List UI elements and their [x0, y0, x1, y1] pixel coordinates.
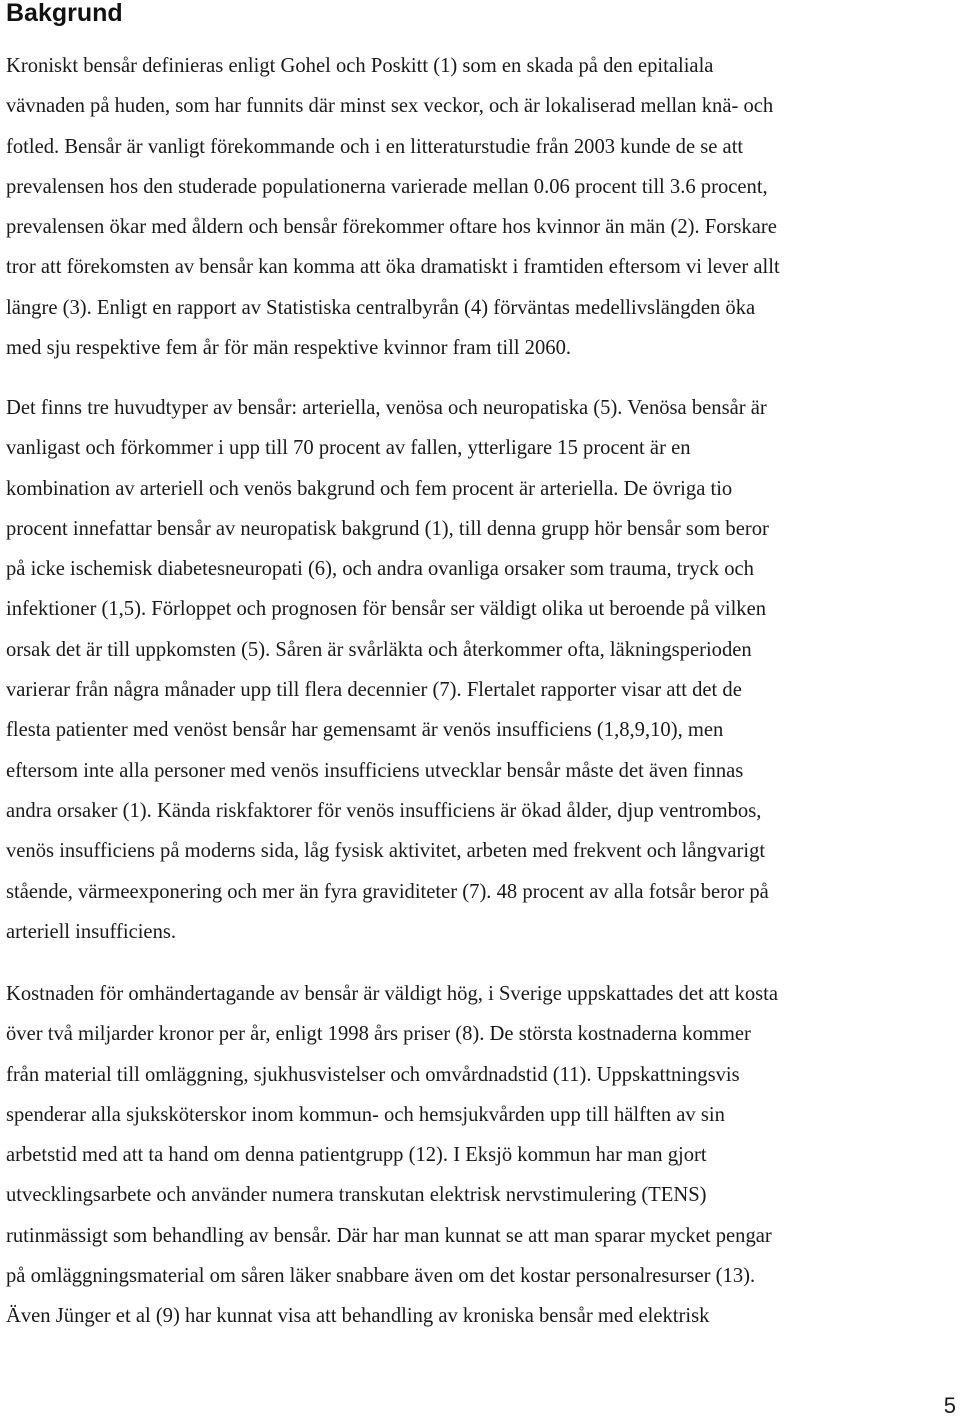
text-line: med sju respektive fem år för män respektive kvinnor fram till 2060.: [6, 337, 572, 360]
text-line: procent innefattar bensår av neuropatisk bakgrund (1), till denna grupp hör bensår som beror: [6, 517, 769, 540]
text-line: Kroniskt bensår definieras enligt Gohel och Poskitt (1) som en skada på den epitaliala: [6, 55, 714, 77]
text-line: Det finns tre huvudtyper av bensår: arteriella, venösa och neuropatiska (5). Venösa bensår är: [6, 397, 767, 419]
text-line: orsak det är till uppkomsten (5). Såren är svårläkta och återkommer ofta, läkningsperioden: [6, 638, 752, 661]
text-line: prevalensen ökar med åldern och bensår förekommer oftare hos kvinnor än män (2). Forskare: [6, 216, 777, 239]
text-line: arbetstid med att ta hand om denna patientgrupp (12). I Eksjö kommun har man gjort: [6, 1144, 707, 1167]
text-line: arteriell insufficiens.: [6, 920, 177, 943]
text-line: på omläggningsmaterial om såren läker snabbare även om det kostar personalresurser (13).: [6, 1265, 756, 1288]
paragraph-prevalence: [6, 46, 954, 368]
text-line: tror att förekomsten av bensår kan komma att öka dramatiskt i framtiden eftersom vi lever allt: [6, 256, 780, 279]
text-line: andra orsaker (1). Kända riskfaktorer för venös insufficiens är ökad ålder, djup ventrombos,: [6, 799, 762, 822]
text-line: från material till omläggning, sjukhusvistelser och omvårdnadstid (11). Uppskattningsvis: [6, 1063, 740, 1086]
page-number: 5: [943, 1393, 956, 1418]
text-line: vanligast och förkommer i upp till 70 procent av fallen, ytterligare 15 procent är en: [6, 437, 691, 460]
text-line: vävnaden på huden, som har funnits där minst sex veckor, och är lokaliserad mellan knä- och: [6, 95, 774, 118]
text-line: spenderar alla sjuksköterskor inom kommun- och hemsjukvården upp till hälften av sin: [6, 1103, 725, 1126]
text-line: fotled. Bensår är vanligt förekommande och i en litteraturstudie från 2003 kunde de se att: [6, 135, 744, 158]
paragraph-ulcer-types: [6, 388, 954, 952]
text-line: på icke ischemisk diabetesneuropati (6), och andra ovanliga orsaker som trauma, tryck och: [6, 558, 754, 581]
text-line: infektioner (1,5). Förloppet och prognosen för bensår ser väldigt olika ut beroende på vilken: [6, 598, 767, 621]
text-line: över två miljarder kronor per år, enligt 1998 års priser (8). De största kostnaderna kommer: [6, 1023, 751, 1046]
text-line: prevalensen hos den studerade populationerna varierade mellan 0.06 procent till 3.6 procent,: [6, 175, 768, 198]
text-line: venös insufficiens på moderns sida, låg fysisk aktivitet, arbeten med frekvent och långvarigt: [6, 840, 766, 863]
text-line: eftersom inte alla personer med venös insufficiens utvecklar bensår måste det även finnas: [6, 759, 744, 782]
section-heading: Bakgrund: [6, 0, 123, 27]
text-line: Kostnaden för omhändertagande av bensår är väldigt hög, i Sverige uppskattades det att kosta: [6, 983, 779, 1005]
text-line: varierar från några månader upp till flera decennier (7). Flertalet rapporter visar att det de: [6, 679, 742, 702]
text-line: utvecklingsarbete och använder numera transkutan elektrisk nervstimulering (TENS): [6, 1184, 707, 1207]
text-line: flesta patienter med venöst bensår har gemensamt är venös insufficiens (1,8,9,10), men: [6, 719, 724, 742]
paragraph-costs: [6, 974, 954, 1337]
text-line: längre (3). Enligt en rapport av Statistiska centralbyrån (4) förväntas medellivslängden öka: [6, 296, 756, 319]
text-line: stående, värmeexponering och mer än fyra graviditeter (7). 48 procent av alla fotsår beror på: [6, 880, 769, 903]
text-line: Även Jünger et al (9) har kunnat visa att behandling av kroniska bensår med elektrisk: [6, 1305, 710, 1328]
text-line: kombination av arteriell och venös bakgrund och fem procent är arteriella. De övriga tio: [6, 477, 733, 500]
text-line: rutinmässigt som behandling av bensår. Där har man kunnat se att man sparar mycket pengar: [6, 1224, 772, 1247]
